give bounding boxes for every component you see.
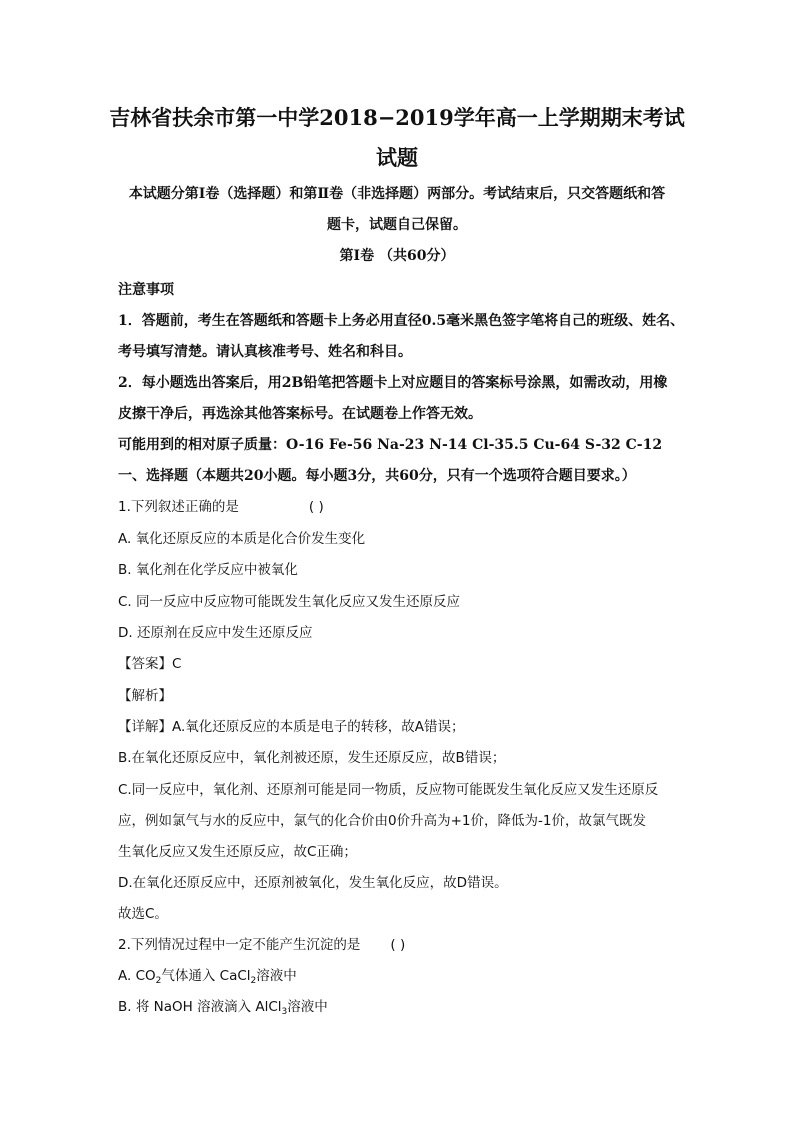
q1-option-d: D. 还原剂在反应中发生还原反应 [118,625,313,641]
q1-stem: 1.下列叙述正确的是 [118,499,239,515]
part1-heading: 第Ⅰ卷 （共60分） [339,248,455,264]
q2-answer-blank: ( ) [390,937,406,953]
q2-option-b [118,997,698,1017]
q2-stem: 2.下列情况过程中一定不能产生沉淀的是 [118,937,361,953]
section1-heading: 一、选择题（本题共20小题。每小题3分，共60分，只有一个选项符合题目要求。） [118,468,636,484]
q1-answer-blank: ( ) [308,499,324,515]
q2-option-a-subscript2: 2 [250,976,257,986]
q2-option-a-mid: 气体通入 CaCl [161,968,251,984]
intro-line2: 题卡，试题自己保留。 [327,217,467,233]
q1-analysis-label: 【解析】 [118,688,172,704]
q1-option-c: C. 同一反应中反应物可能既发生氧化反应又发生还原反应 [118,594,461,610]
q1-answer: 【答案】C [118,656,182,672]
note1-line2: 考号填写清楚。请认真核准考号、姓名和科目。 [118,344,412,360]
q2-option-b-suffix: 溶液中 [287,999,328,1015]
q1-stem-row [118,497,698,517]
q1-detail-line1: 【详解】A.氧化还原反应的本质是电子的转移，故A错误； [118,719,465,735]
q1-option-b: B. 氧化剂在化学反应中被氧化 [118,562,298,578]
document-title-line1: 吉林省扶余市第一中学2018−2019学年高一上学期期末考试 [109,105,685,130]
note1-line1: 1．答题前，考生在答题纸和答题卡上务必用直径0.5毫米黑色签字笔将自己的班级、姓名、 [118,313,685,329]
q1-conclusion: 故选C。 [118,906,168,922]
q2-option-b-subscript: 3 [281,1007,288,1017]
q1-detail-line6: D.在氧化还原反应中，还原剂被氧化，发生氧化反应，故D错误。 [118,875,508,891]
q1-detail-line3: C.同一反应中，氧化剂、还原剂可能是同一物质，反应物可能既发生氧化反应又发生还原反 [118,782,659,798]
q2-option-a-subscript1: 2 [155,976,162,986]
q1-detail-line5: 生氧化反应又发生还原反应，故C正确； [118,844,357,860]
q1-option-a: A. 氧化还原反应的本质是化合价发生变化 [118,531,366,547]
q2-stem-row [118,935,698,955]
q1-detail-line4: 应，例如氯气与水的反应中，氯气的化合价由0价升高为+1价，降低为-1价，故氯气既发 [118,813,646,829]
q2-option-a-suffix: 溶液中 [256,968,297,984]
note2-line2: 皮擦干净后，再选涂其他答案标号。在试题卷上作答无效。 [118,406,482,422]
document-title-line2: 试题 [376,145,418,170]
intro-line1: 本试题分第Ⅰ卷（选择题）和第Ⅱ卷（非选择题）两部分。考试结束后，只交答题纸和答 [128,186,666,202]
q2-option-a [118,966,698,986]
q1-detail-line2: B.在氧化还原反应中，氧化剂被还原，发生还原反应，故B错误； [118,750,506,766]
note2-line1: 2．每小题选出答案后，用2B铅笔把答题卡上对应题目的答案标号涂黑，如需改动，用橡 [118,375,668,391]
q2-option-b-prefix: B. 将 NaOH 溶液滴入 AlCl [118,999,282,1015]
atomic-masses: 可能用到的相对原子质量：O-16 Fe-56 Na-23 N-14 Cl-35.5 Cu-64 S-32 C-12 [118,437,663,453]
notes-heading: 注意事项 [118,282,174,298]
q2-option-a-prefix: A. CO [118,968,156,984]
